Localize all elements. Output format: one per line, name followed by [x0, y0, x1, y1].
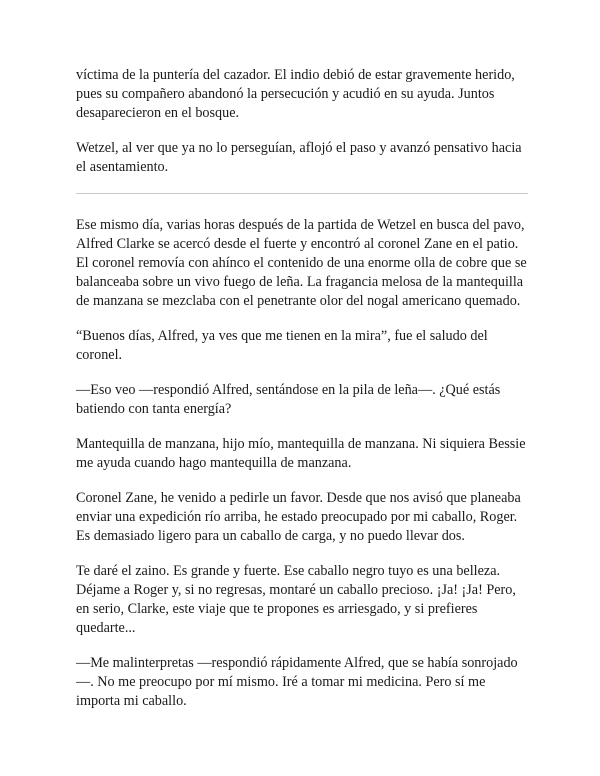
paragraph: Te daré el zaino. Es grande y fuerte. Ese caballo negro tuyo es una belleza. Déjame a Roger y, si no regresas, montaré un caballo precioso. ¡Ja! ¡Ja! Pero, en serio, Clarke, este viaje que te propones es arriesgado, y si prefieres quedarte... [76, 563, 516, 636]
section-divider [76, 193, 528, 194]
paragraph: “Buenos días, Alfred, ya ves que me tienen en la mira”, fue el saludo del coronel. [76, 328, 488, 363]
paragraph: Ese mismo día, varias horas después de la partida de Wetzel en busca del pavo, Alfred Clarke se acercó desde el fuerte y encontró al coronel Zane en el patio. El coronel removía con ahínco el contenido de una enorme olla de cobre que se balanceaba sobre un vivo fuego de leña. La fragancia melosa de la mantequilla de manzana se mezclaba con el penetrante olor del nogal americano quemado. [76, 217, 527, 309]
paragraph: Wetzel, al ver que ya no lo perseguían, aflojó el paso y avanzó pensativo hacia el asentamiento. [76, 140, 522, 175]
paragraph: Mantequilla de manzana, hijo mío, mantequilla de manzana. Ni siquiera Bessie me ayuda cuando hago mantequilla de manzana. [76, 436, 526, 471]
paragraph: —Me malinterpretas —respondió rápidamente Alfred, que se había sonrojado—. No me preocupo por mí mismo. Iré a tomar mi medicina. Pero sí me importa mi caballo. [76, 655, 518, 709]
paragraph: víctima de la puntería del cazador. El indio debió de estar gravemente herido, pues su compañero abandonó la persecución y acudió en su ayuda. Juntos desaparecieron en el bosque. [76, 67, 515, 121]
paragraph: Coronel Zane, he venido a pedirle un favor. Desde que nos avisó que planeaba enviar una expedición río arriba, he estado preocupado por mi caballo, Roger. Es demasiado ligero para un caballo de carga, y no puedo llevar dos. [76, 490, 521, 544]
document-page [76, 66, 528, 727]
section-colonel-zane [76, 216, 528, 711]
paragraph: —Eso veo —respondió Alfred, sentándose en la pila de leña—. ¿Qué estás batiendo con tanta energía? [76, 382, 501, 417]
section-chase-ending [76, 66, 528, 177]
